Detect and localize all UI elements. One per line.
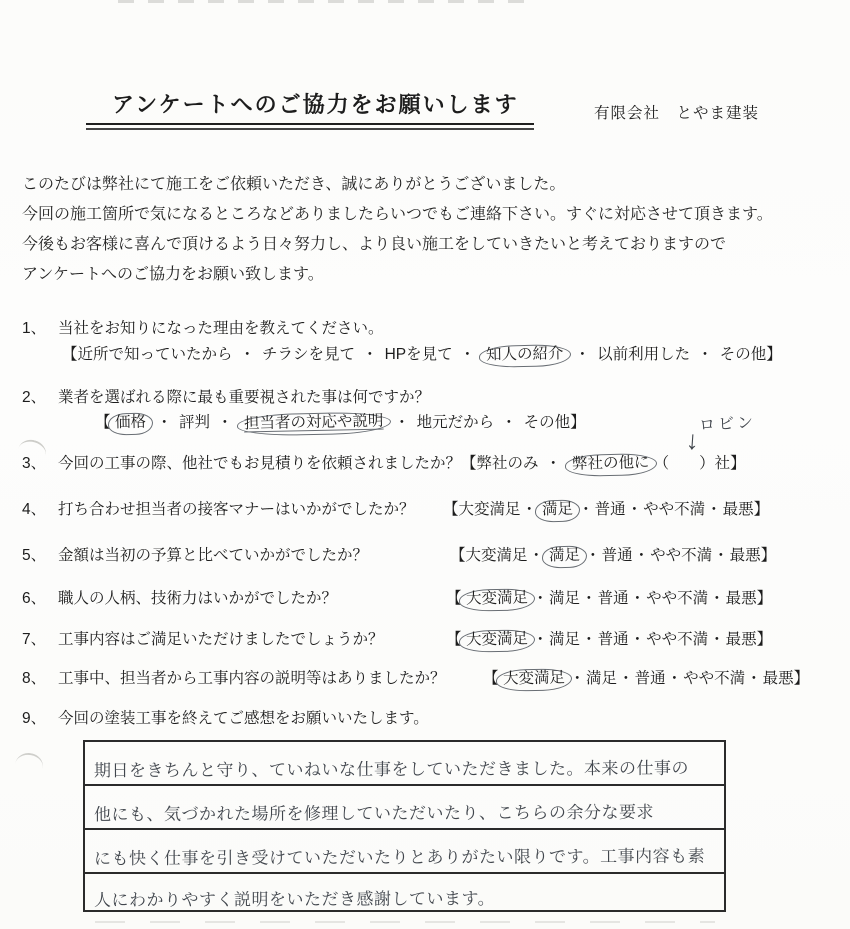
option: 知人の紹介	[479, 344, 571, 368]
separator: ・	[629, 590, 646, 607]
question-2-number: 2、	[22, 389, 47, 406]
bracket-open: 【	[446, 590, 462, 607]
option: 普通	[597, 590, 629, 607]
question-8-text: 工事中、担当者から工事内容の説明等はありましたか？	[58, 670, 446, 687]
question-1-text: 当社をお知りになった理由を教えてください。	[58, 320, 384, 337]
question-6-text: 職人の人柄、技術力はいかがでしたか？	[58, 590, 338, 607]
bracket-open: 【	[62, 346, 78, 363]
separator: ・	[217, 414, 233, 431]
option: 地元だから	[416, 414, 495, 431]
comment-line: にも快く仕事を引き受けていただいたりとありがたい限りです。工事内容も素	[93, 846, 706, 869]
option: その他	[523, 414, 571, 431]
intro-line: 今後もお客様に喜んで頂けるよう日々努力し、より良い施工をしていきたいと考えておりますので	[22, 236, 727, 253]
question-7-text: 工事内容はご満足いただけましたでしょうか？	[58, 631, 384, 648]
separator: ・	[574, 346, 591, 363]
option: 以前利用した	[597, 346, 691, 363]
separator: ・	[532, 590, 549, 607]
bracket-close: 】	[756, 631, 773, 648]
paren-close: ）	[699, 455, 715, 472]
paren-open: （	[653, 455, 670, 472]
question-6-options	[446, 586, 772, 611]
separator: ・	[618, 670, 634, 687]
separator: ・	[459, 346, 476, 363]
option: 大変満足	[458, 629, 534, 652]
option: 普通	[601, 547, 633, 564]
option: 普通	[634, 670, 666, 687]
separator: ・	[581, 631, 597, 648]
question-8-number: 8、	[22, 670, 47, 687]
question-7-options	[446, 627, 772, 652]
separator: ・	[239, 346, 256, 363]
separator: ・	[362, 346, 378, 363]
option: 大変満足	[495, 668, 571, 691]
option: 満足	[542, 546, 587, 569]
intro-line: 今回の施工箇所で気になるところなどありましたらいつでもご連絡下さい。すぐに対応させて頂きます。	[22, 206, 773, 223]
option: 近所で知っていたから	[77, 346, 233, 363]
option: やや不満	[646, 590, 709, 607]
bracket-close: 】	[760, 547, 777, 564]
separator: ・	[713, 547, 729, 564]
option: 満足	[549, 590, 581, 607]
option: やや不満	[683, 670, 746, 687]
separator: ・	[156, 414, 173, 431]
separator: ・	[569, 670, 586, 687]
comment-row	[85, 742, 724, 786]
comment-line: 期日をきちんと守り、ていねいな仕事をしていただきました。本来の仕事の	[93, 758, 690, 781]
scan-artifact	[95, 921, 715, 923]
option: その他	[719, 346, 767, 363]
bracket-open: 【	[461, 455, 477, 472]
question-2-text: 業者を選ばれる際に最も重要視された事は何ですか？	[58, 389, 431, 406]
separator: ・	[626, 501, 643, 518]
option-suffix: 社	[714, 455, 731, 472]
option: 担当者の対応や説明	[236, 411, 390, 436]
intro-line: このたびは弊社にて施工をご依頼いただき、誠にありがとうございました。	[22, 176, 566, 193]
comment-row	[85, 830, 724, 874]
option: HPを見て	[384, 346, 453, 363]
bracket-close: 】	[570, 414, 586, 431]
question-1-number: 1、	[22, 320, 47, 337]
question-5-text: 金額は当初の予算と比べていかがでしたか？	[58, 547, 369, 564]
bracket-open: 【	[450, 547, 466, 564]
separator: ・	[532, 631, 549, 648]
question-4-number: 4、	[22, 501, 47, 518]
bracket-open: 【	[446, 631, 462, 648]
title-underline	[86, 123, 534, 130]
option: 最悪	[729, 547, 761, 564]
option: 大変満足	[458, 501, 521, 518]
option: 評判	[179, 414, 211, 431]
separator: ・	[578, 501, 594, 518]
question-3-text: 今回の工事の際、他社でもお見積りを依頼されましたか？	[58, 455, 462, 472]
separator: ・	[629, 631, 646, 648]
option: チラシを見て	[262, 346, 356, 363]
separator: ・	[706, 501, 722, 518]
bracket-open: 【	[483, 670, 499, 687]
comment-row	[85, 874, 724, 914]
bracket-close: 】	[753, 501, 770, 518]
option: 最悪	[725, 631, 757, 648]
option: 価格	[107, 413, 152, 436]
down-arrow-annotation: ↓	[685, 424, 701, 456]
survey-title: アンケートへのご協力をお願いします	[112, 92, 519, 117]
bracket-close: 】	[730, 455, 746, 472]
intro-line: アンケートへのご協力をお願い致します。	[22, 266, 324, 283]
comment-line: 人にわかりやすく説明をいただき感謝しています。	[93, 889, 496, 910]
separator: ・	[521, 501, 538, 518]
option: 普通	[597, 631, 629, 648]
question-2-options	[95, 410, 586, 435]
bracket-close: 】	[766, 346, 782, 363]
option: やや不満	[650, 547, 713, 564]
comment-line: 他にも、気づかれた場所を修理していただいたり、こちらの余分な要求	[93, 802, 655, 825]
separator: ・	[709, 631, 725, 648]
option: 満足	[549, 631, 581, 648]
option: 大変満足	[465, 547, 528, 564]
question-3-line	[58, 451, 746, 476]
question-5-number: 5、	[22, 547, 47, 564]
intro-paragraph	[22, 170, 773, 290]
separator: ・	[585, 547, 601, 564]
question-5-options	[450, 543, 776, 568]
question-4-options	[443, 497, 769, 522]
question-1-options	[62, 342, 782, 367]
separator: ・	[666, 670, 683, 687]
option: 最悪	[762, 670, 794, 687]
question-6-number: 6、	[22, 590, 47, 607]
question-9-text: 今回の塗装工事を終えてご感想をお願いいたします。	[58, 710, 429, 727]
bracket-open: 【	[443, 501, 459, 518]
separator: ・	[528, 547, 545, 564]
option: 弊社の他に	[565, 453, 657, 477]
option: やや不満	[646, 631, 709, 648]
bracket-close: 】	[793, 670, 810, 687]
separator: ・	[501, 414, 517, 431]
separator: ・	[581, 590, 597, 607]
question-8-options	[483, 666, 809, 691]
separator: ・	[394, 414, 410, 431]
scan-artifact	[118, 0, 538, 3]
company-name: 有限会社 とやま建装	[594, 105, 760, 122]
option: 最悪	[722, 501, 754, 518]
comment-row	[85, 786, 724, 830]
separator: ・	[746, 670, 762, 687]
option: やや不満	[643, 501, 706, 518]
separator: ・	[633, 547, 650, 564]
option: 最悪	[725, 590, 757, 607]
question-7-number: 7、	[22, 631, 47, 648]
option: 大変満足	[458, 588, 534, 611]
bracket-open: 【	[95, 414, 111, 431]
option: 満足	[586, 670, 618, 687]
option: 普通	[594, 501, 626, 518]
question-9-number: 9、	[22, 710, 47, 727]
option: 弊社のみ	[476, 455, 539, 472]
handwritten-note: ロビン	[698, 414, 757, 435]
question-3-number: 3、	[22, 455, 47, 472]
comment-box	[83, 740, 726, 912]
separator: ・	[545, 455, 562, 472]
bracket-close: 】	[756, 590, 773, 607]
option: 満足	[535, 500, 580, 523]
separator: ・	[709, 590, 725, 607]
scan-artifact	[13, 751, 45, 781]
question-4-text: 打ち合わせ担当者の接客マナーはいかがでしたか？	[58, 501, 415, 518]
separator: ・	[697, 346, 713, 363]
